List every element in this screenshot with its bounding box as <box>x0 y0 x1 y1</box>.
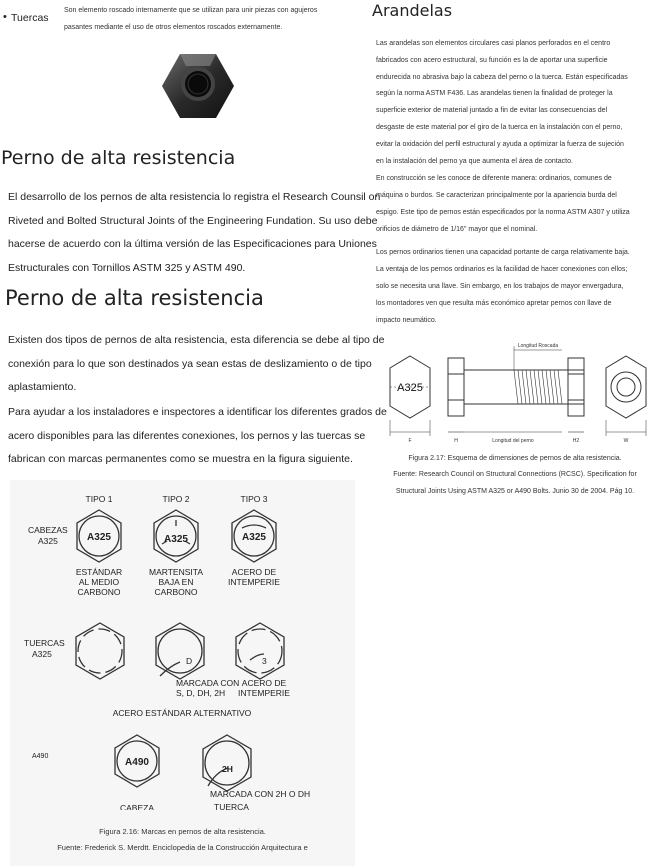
fig-acero-line2: INTEMPERIE <box>228 577 280 587</box>
fig-tipo2-label: TIPO 2 <box>162 494 190 504</box>
nut-d-mark: D <box>186 656 193 666</box>
para1-line: hacerse de acuerdo con la última versión de las Especificaciones para Uniones <box>8 238 377 250</box>
nut-marked-3-icon <box>236 623 284 679</box>
fig-tuerca-label: TUERCA <box>214 802 249 812</box>
heading-perno-2: Perno de alta resistencia <box>5 286 264 310</box>
fig-tipo1-label: TIPO 1 <box>85 494 113 504</box>
fig-acero-nut-line2: INTEMPERIE <box>238 688 290 698</box>
figure-2-16-caption: Figura 2.16: Marcas en pernos de alta resistencia. <box>99 827 266 836</box>
fig-dim-h: H <box>454 438 458 444</box>
nut-3-mark: 3 <box>262 656 267 666</box>
fig-tuercas-a325: A325 <box>32 649 52 659</box>
fig-marcada-line2: S, D, DH, 2H <box>176 688 226 698</box>
fig-std-line1: ESTÁNDAR <box>75 567 123 577</box>
nut-plain-icon <box>76 623 124 679</box>
paragraph-capacidad <box>376 244 630 329</box>
fig-a325-mark: A325 <box>397 382 423 394</box>
arandelas-line: según la norma ASTM F436. Las arandelas tienen la finalidad de proteger la <box>376 90 613 98</box>
figure-2-17-source-line2: Structural Joints Using ASTM A325 or A490 Bolts. Junio 30 de 2004. Pág 10. <box>395 488 635 495</box>
bolt-thread-icon <box>514 370 562 404</box>
fig-mart-line3: CARBONO <box>154 587 198 597</box>
arandelas-line: desgaste de este material por el giro de la tuerca en la instalación con el perno, <box>376 123 623 131</box>
ordinarios-line: En construcción se les conoce de diferente manera: ordinarios, comunes de <box>376 175 612 182</box>
ordinarios-line: máquina o burdos. Se caracterizan principalmente por la apariencia burda del <box>376 192 617 199</box>
figure-2-17-source-line1: Fuente: Research Council on Structural Connections (RCSC). Specification for <box>393 471 637 478</box>
mark-a325-tipo1: A325 <box>87 532 111 543</box>
fig-marcada-line1: MARCADA CON <box>176 678 240 688</box>
ordinarios-line: orificios de diámetro de 1/16" mayor que el nominal. <box>376 226 538 233</box>
fig-tipo3-label: TIPO 3 <box>240 494 268 504</box>
mark-2h: 2H <box>222 764 233 774</box>
mark-a490: A490 <box>125 757 149 768</box>
heading-arandelas: Arandelas <box>372 1 453 20</box>
nut-side-icon <box>568 358 584 416</box>
fig-acero-alternativo: ACERO ESTÁNDAR ALTERNATIVO <box>112 708 252 718</box>
capacidad-line: impacto neumático. <box>376 317 437 324</box>
arandelas-line: en la instalación del perno ya que aumenta el área de contacto. <box>376 157 573 165</box>
paragraph-tipos <box>8 329 384 400</box>
capacidad-line: Los pernos ordinarios tienen una capacidad portante de carga relativamente baja. <box>376 249 630 256</box>
fig-std-line2: AL MEDIO <box>78 577 120 587</box>
bullet: • <box>3 11 7 23</box>
figure-2-17-caption: Figura 2.17: Esquema de dimensiones de pernos de alta resistencia. <box>408 455 622 462</box>
fig-mart-line1: MARTENSITA <box>149 567 203 577</box>
capacidad-line: solo se necesita una llave. Sin embargo, en los trabajos de mayor envergadura, <box>376 283 624 290</box>
para3-line: fabrican con marcas permanentes como se muestra en la figura siguiente. <box>8 453 353 465</box>
nut-photo <box>158 48 238 124</box>
fig-dim-longitud: Longitud del perno <box>492 438 534 444</box>
bolt-head-side-icon <box>448 358 464 416</box>
fig-cabezas-label: CABEZAS <box>28 525 68 535</box>
fig-cabezas-a325: A325 <box>38 536 58 546</box>
tuercas-label: Tuercas <box>11 12 49 24</box>
nut-end-hex-icon <box>606 356 646 418</box>
ordinarios-line: espigo. Este tipo de pernos están especificados por la norma ASTM A307 y utiliza <box>376 209 630 216</box>
nut-marked-d-icon <box>156 623 204 679</box>
fig-longitud-roscada: Longitud Roscada <box>517 343 559 349</box>
para2-line: Existen dos tipos de pernos de alta resistencia, esta diferencia se debe al tipo de <box>8 334 385 346</box>
tuercas-text-line1: Son elemento roscado internamente que se utilizan para unir piezas con agujeros <box>64 7 318 14</box>
fig-acero-nut-line1: ACERO DE <box>241 678 287 688</box>
fig-mart-line2: BAJA EN <box>158 577 194 587</box>
arandelas-line: endurecida no abrasiva bajo la cabeza del perno o la tuerca. Están especificadas <box>376 73 628 81</box>
figure-2-16-source: Fuente: Frederick S. Merdtt. Enciclopedia de la Construcción Arquitectura e <box>57 843 308 852</box>
capacidad-line: La ventaja de los pernos ordinarios es la facilidad de hacer conexiones con ellos; <box>376 266 628 273</box>
para1-line: Estructurales con Tornillos ASTM 325 y ASTM 490. <box>8 261 246 274</box>
paragraph-perno-desarrollo <box>8 186 381 280</box>
para3-line: Para ayudar a los instaladores e inspectores a identificar los diferentes grados de <box>8 406 387 418</box>
para3-line: acero disponibles para las diferentes conexiones, los pernos y las tuercas se <box>8 429 366 442</box>
arandelas-line: evitar la oxidación del perfil estructural y ayuda a optimizar la fuerza de sujeción <box>376 140 624 148</box>
arandelas-line: superficie exterior de material juntado a fin de evitar las consecuencias del <box>376 107 608 115</box>
fig-dim-h2: H2 <box>572 438 580 444</box>
figure-2-17 <box>380 336 655 448</box>
mark-a325-tipo2: A325 <box>164 534 188 545</box>
arandelas-line: Las arandelas son elementos circulares casi planos perforados en el centro <box>376 40 611 47</box>
paragraph-marcas <box>8 401 387 472</box>
fig-acero-line1: ACERO DE <box>231 567 277 577</box>
arandelas-line: fabricados con acero estructural, su función es la de aportar una superficie <box>376 56 608 64</box>
fig-marcada-2h: MARCADA CON 2H O DH <box>210 789 311 799</box>
figure-2-16 <box>10 480 355 866</box>
capacidad-line: los montadores ven que resulta más económico apretar pernos con llave de <box>376 300 612 307</box>
para1-line: Riveted and Bolted Structural Joints of the Engineering Fundation. Su uso debe <box>8 214 378 227</box>
fig-cabeza-label: CABEZA <box>119 803 155 810</box>
para1-line: El desarrollo de los pernos de alta resistencia lo registra el Research Counsil on <box>8 191 381 203</box>
mark-a325-tipo3: A325 <box>242 532 266 543</box>
fig-a490-label: A490 <box>32 753 49 760</box>
paragraph-ordinarios <box>376 170 630 238</box>
fig-std-line3: CARBONO <box>77 587 121 597</box>
heading-perno-1: Perno de alta resistencia <box>1 147 236 169</box>
para2-line: conexión para lo que son destinados ya sean estas de deslizamiento o de tipo <box>8 357 372 370</box>
fig-dim-w: W <box>623 438 629 444</box>
para2-line: aplastamiento. <box>8 381 77 393</box>
paragraph-arandelas <box>376 36 660 170</box>
fig-dim-f: F <box>408 438 412 444</box>
fig-tuercas-label: TUERCAS <box>24 638 65 648</box>
tuercas-text-line2: pasantes mediante el uso de otros elementos roscados externamente. <box>64 24 283 31</box>
